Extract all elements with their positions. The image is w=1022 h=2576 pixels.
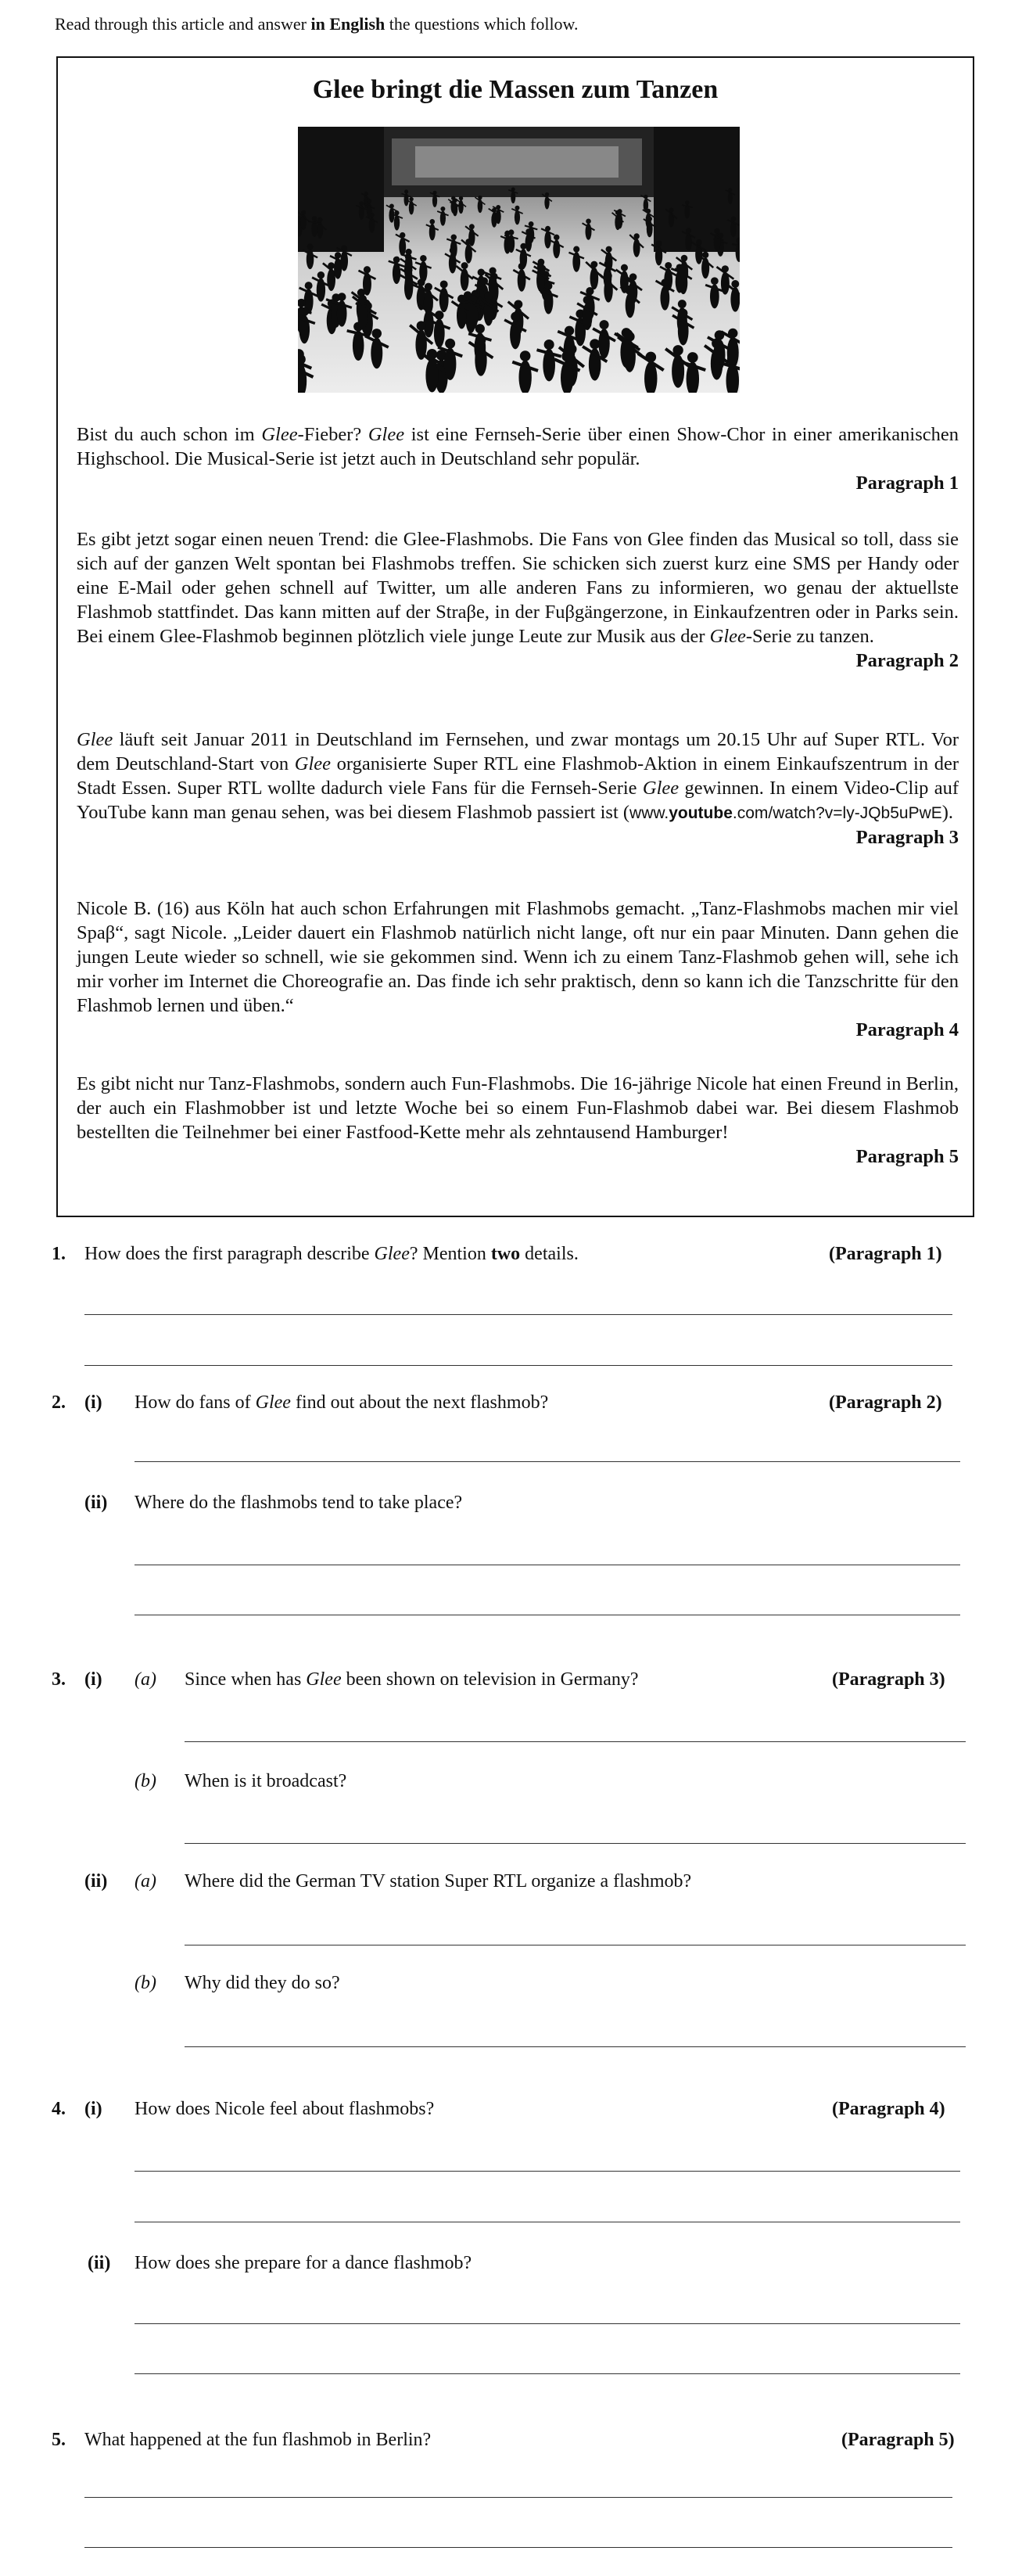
answer-line[interactable] — [134, 1461, 960, 1462]
answer-line[interactable] — [134, 2323, 960, 2324]
flashmob-photo — [298, 127, 740, 393]
paragraph-3 — [77, 728, 959, 850]
question-3-part-ii-label: (ii) — [84, 1871, 108, 1892]
paragraph-5 — [77, 1072, 959, 1169]
question-2-part-ii-text: Where do the flashmobs tend to take place? — [134, 1493, 463, 1513]
question-3-part-i-a-text: Since when has Glee been shown on television in Germany? — [185, 1669, 639, 1690]
question-4-part-i-text: How does Nicole feel about flashmobs? — [134, 2099, 435, 2119]
question-4-reference: (Paragraph 4) — [832, 2099, 945, 2119]
question-5-number: 5. — [52, 2430, 66, 2450]
question-2-part-i-text: How do fans of Glee find out about the next flashmob? — [134, 1392, 549, 1413]
paragraph-4 — [77, 896, 959, 1042]
paragraph-1 — [77, 422, 959, 495]
question-4-part-i-label: (i) — [84, 2099, 102, 2119]
answer-line[interactable] — [185, 1843, 966, 1844]
paragraph-3-label: Paragraph 3 — [855, 827, 959, 848]
question-2-part-i-label: (i) — [84, 1392, 102, 1413]
question-3-number: 3. — [52, 1669, 66, 1690]
answer-line[interactable] — [134, 2171, 960, 2172]
answer-line[interactable] — [84, 2547, 952, 2548]
question-2-reference: (Paragraph 2) — [829, 1392, 942, 1413]
answer-line[interactable] — [84, 1365, 952, 1366]
question-5-reference: (Paragraph 5) — [841, 2430, 955, 2450]
question-4-part-ii-text: How does she prepare for a dance flashmob? — [134, 2253, 472, 2273]
instructions: Read through this article and answer in English the questions which follow. — [55, 14, 579, 34]
question-3-part-ii-a-label: (a) — [134, 1871, 156, 1892]
paragraph-2 — [77, 527, 959, 673]
answer-line[interactable] — [84, 1314, 952, 1315]
paragraph-4-label: Paragraph 4 — [855, 1019, 959, 1040]
paragraph-2-label: Paragraph 2 — [855, 650, 959, 671]
question-3-part-i-a-label: (a) — [134, 1669, 156, 1690]
question-3-part-ii-a-text: Where did the German TV station Super RTL organize a flashmob? — [185, 1871, 692, 1892]
question-4-part-ii-label: (ii) — [88, 2253, 111, 2273]
answer-line[interactable] — [185, 2046, 966, 2047]
question-2-part-ii-label: (ii) — [84, 1493, 108, 1513]
question-3-part-i-label: (i) — [84, 1669, 102, 1690]
answer-line[interactable] — [84, 2497, 952, 2498]
question-3-part-i-b-text: When is it broadcast? — [185, 1771, 347, 1791]
question-1-reference: (Paragraph 1) — [829, 1244, 942, 1264]
question-2-number: 2. — [52, 1392, 66, 1413]
paragraph-1-text: Bist du auch schon im Glee-Fieber? Glee ist eine Fernseh-Serie über einen Show-Chor in einer amerikanischen Highschool. Die Musical-Serie ist jetzt auch in Deutschland sehr populär. — [77, 424, 959, 469]
question-4-number: 4. — [52, 2099, 66, 2119]
question-3-reference: (Paragraph 3) — [832, 1669, 945, 1690]
youtube-link[interactable]: www.youtube.com/watch?v=ly-JQb5uPwE — [629, 804, 942, 822]
answer-line[interactable] — [185, 1741, 966, 1742]
question-1-number: 1. — [52, 1244, 66, 1264]
paragraph-2-text: Es gibt jetzt sogar einen neuen Trend: die Glee-Flashmobs. Die Fans von Glee finden das Musical so toll, dass sie sich auf der ganzen Welt spontan bei Flashmobs treffen. Sie schicken sich zuerst kurz eine SMS per Handy oder eine E-Mail oder gehen schnell auf Twitter, um alle anderen Fans zu informieren, wo genau der aktuellste Flashmob stattfindet. Das kann mitten auf der Straβe, in der Fuβgängerzone, in Einkaufzentren oder in Parks sein. Bei einem Glee-Flashmob beginnen plötzlich viele junge Leute zur Musik aus der Glee-Serie zu tanzen. — [77, 529, 959, 647]
question-3-part-ii-b-label: (b) — [134, 1973, 156, 1993]
article-box — [56, 56, 974, 1217]
paragraph-5-label: Paragraph 5 — [855, 1146, 959, 1167]
answer-line[interactable] — [134, 2373, 960, 2374]
question-1-text: How does the first paragraph describe Glee? Mention two details. — [84, 1244, 579, 1264]
paragraph-1-label: Paragraph 1 — [855, 472, 959, 494]
question-5-text: What happened at the fun flashmob in Berlin? — [84, 2430, 432, 2450]
question-3-part-i-b-label: (b) — [134, 1771, 156, 1791]
paragraph-4-text: Nicole B. (16) aus Köln hat auch schon Erfahrungen mit Flashmobs gemacht. „Tanz-Flashmobs machen mir viel Spaβ“, sagt Nicole. „Leider dauert ein Flashmob natürlich nicht lange, oft nur ein paar Minuten. Dann gehen die jungen Leute wieder so schnell, wie sie gekommen sind. Wenn ich zu einem Tanz-Flashmob gehen will, sehe ich mir vorher im Internet die Choreografie an. Das finde ich sehr praktisch, denn so kann ich die Tanzschritte für den Flashmob lernen und üben.“ — [77, 898, 959, 1016]
paragraph-3-text: Glee läuft seit Januar 2011 in Deutschland im Fernsehen, und zwar montags um 20.15 Uhr auf Super RTL. Vor dem Deutschland-Start von Glee organisierte Super RTL eine Flashmob-Aktion in einem Einkaufszentrum in der Stadt Essen. Super RTL wollte dadurch viele Fans für die Fernseh-Serie Glee gewinnen. In einem Video-Clip auf YouTube kann man genau sehen, was bei diesem Flashmob passiert ist (www.youtube.com/watch?v=ly-JQb5uPwE). — [77, 729, 959, 823]
flashmob-crowd-image — [298, 127, 740, 393]
question-3-part-ii-b-text: Why did they do so? — [185, 1973, 340, 1993]
paragraph-5-text: Es gibt nicht nur Tanz-Flashmobs, sondern auch Fun-Flashmobs. Die 16-jährige Nicole hat einen Freund in Berlin, der auch ein Flashmobber ist und letzte Woche bei so einem Fun-Flashmob dabei war. Bei diesem Flashmob bestellten die Teilnehmer bei einer Fastfood-Kette mehr als zehntausend Hamburger! — [77, 1073, 959, 1143]
article-title: Glee bringt die Massen zum Tanzen — [312, 75, 719, 104]
